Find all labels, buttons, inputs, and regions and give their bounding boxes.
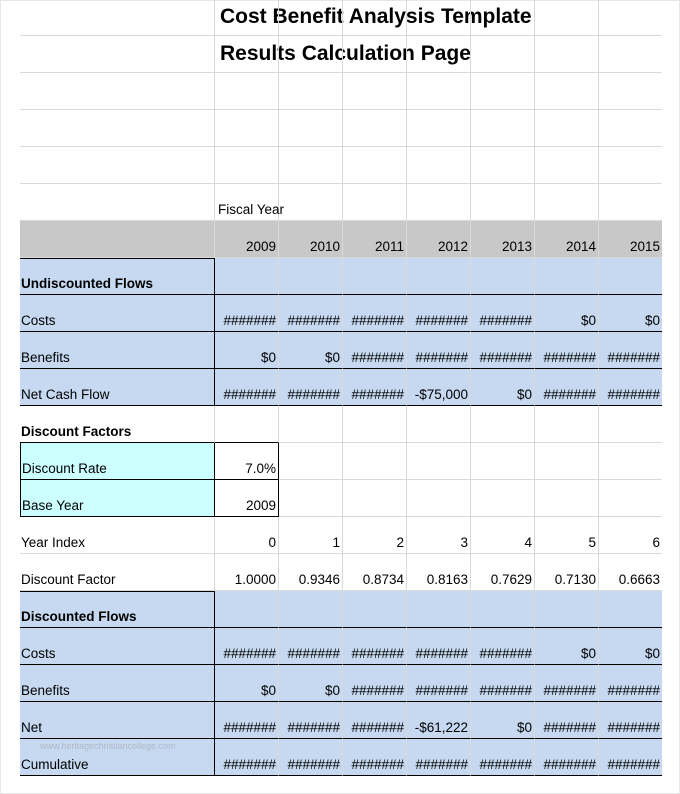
- cell[interactable]: [20, 221, 215, 258]
- discount-factor-row: [20, 554, 662, 591]
- cell[interactable]: [215, 110, 279, 147]
- value-cell[interactable]: #######: [471, 295, 535, 332]
- discount-rate-row: [20, 443, 662, 480]
- value-cell[interactable]: $0: [279, 332, 343, 369]
- cell[interactable]: [535, 591, 599, 628]
- cell[interactable]: [215, 0, 279, 36]
- value-cell[interactable]: #######: [343, 295, 407, 332]
- value-cell[interactable]: -$75,000: [407, 369, 471, 406]
- grid-row: [20, 147, 662, 184]
- discounted-header-row: [20, 591, 662, 628]
- cell[interactable]: [279, 110, 343, 147]
- year-cell[interactable]: 2012: [407, 221, 471, 258]
- cell[interactable]: [343, 591, 407, 628]
- value-cell[interactable]: #######: [535, 665, 599, 702]
- undiscounted-header-row: [20, 258, 662, 295]
- cell[interactable]: [471, 480, 535, 517]
- row-label[interactable]: Net: [20, 702, 215, 739]
- value-cell[interactable]: #######: [215, 702, 279, 739]
- value-cell[interactable]: $0: [535, 628, 599, 665]
- cell[interactable]: [279, 36, 343, 73]
- section-header-undiscounted[interactable]: Undiscounted Flows: [20, 258, 215, 295]
- value-cell[interactable]: $0: [215, 332, 279, 369]
- year-cell[interactable]: 2011: [343, 221, 407, 258]
- cell[interactable]: [20, 36, 215, 73]
- value-cell[interactable]: 6: [599, 517, 662, 554]
- value-cell[interactable]: #######: [471, 739, 535, 776]
- value-cell[interactable]: #######: [535, 702, 599, 739]
- discounted-costs-row: [20, 628, 662, 665]
- cell[interactable]: [343, 110, 407, 147]
- cell[interactable]: [407, 147, 471, 184]
- cell[interactable]: [471, 184, 535, 221]
- row-label[interactable]: Benefits: [20, 665, 215, 702]
- value-cell[interactable]: #######: [279, 739, 343, 776]
- cell[interactable]: [343, 73, 407, 110]
- value-cell[interactable]: #######: [471, 628, 535, 665]
- value-cell[interactable]: #######: [535, 332, 599, 369]
- grid-row: [20, 36, 662, 73]
- cell[interactable]: [471, 591, 535, 628]
- value-cell[interactable]: $0: [599, 295, 662, 332]
- undiscounted-costs-row: [20, 295, 662, 332]
- value-cell[interactable]: #######: [599, 332, 662, 369]
- cell[interactable]: [599, 110, 662, 147]
- cell[interactable]: [599, 0, 662, 36]
- cell[interactable]: [279, 480, 343, 517]
- value-cell[interactable]: #######: [343, 702, 407, 739]
- value-cell[interactable]: $0: [471, 702, 535, 739]
- cell[interactable]: [407, 591, 471, 628]
- value-cell[interactable]: #######: [407, 332, 471, 369]
- cell[interactable]: [279, 443, 343, 480]
- value-cell[interactable]: #######: [407, 739, 471, 776]
- value-cell[interactable]: 0.8163: [407, 554, 471, 591]
- cell[interactable]: [279, 184, 343, 221]
- value-cell[interactable]: #######: [343, 369, 407, 406]
- cell[interactable]: [471, 147, 535, 184]
- value-cell[interactable]: #######: [599, 665, 662, 702]
- cell[interactable]: [471, 0, 535, 36]
- fiscal-year-label[interactable]: Fiscal Year: [215, 184, 279, 221]
- cell[interactable]: [20, 147, 215, 184]
- cell[interactable]: [599, 147, 662, 184]
- cell[interactable]: [535, 147, 599, 184]
- value-cell[interactable]: #######: [535, 369, 599, 406]
- row-label[interactable]: Cumulative: [20, 739, 215, 776]
- cell[interactable]: [279, 406, 343, 443]
- value-cell[interactable]: #######: [407, 665, 471, 702]
- row-label[interactable]: Net Cash Flow: [20, 369, 215, 406]
- row-label[interactable]: Discount Factor: [20, 554, 215, 591]
- grid-row: [20, 73, 662, 110]
- cell[interactable]: [215, 591, 279, 628]
- discount-factors-header-row: [20, 406, 662, 443]
- cell[interactable]: [215, 147, 279, 184]
- cell[interactable]: [215, 73, 279, 110]
- value-cell[interactable]: #######: [599, 369, 662, 406]
- value-cell[interactable]: 0.6663: [599, 554, 662, 591]
- value-cell[interactable]: #######: [407, 628, 471, 665]
- value-cell[interactable]: #######: [599, 702, 662, 739]
- value-cell[interactable]: 0.7629: [471, 554, 535, 591]
- cell[interactable]: [471, 443, 535, 480]
- cell[interactable]: [20, 0, 215, 36]
- value-cell[interactable]: $0: [471, 369, 535, 406]
- year-cell[interactable]: 2013: [471, 221, 535, 258]
- value-cell[interactable]: $0: [535, 295, 599, 332]
- value-cell[interactable]: #######: [343, 628, 407, 665]
- cell[interactable]: [407, 480, 471, 517]
- value-cell[interactable]: 1.0000: [215, 554, 279, 591]
- value-cell[interactable]: 1: [279, 517, 343, 554]
- cell[interactable]: [535, 258, 599, 295]
- value-cell[interactable]: #######: [407, 295, 471, 332]
- cell[interactable]: [471, 110, 535, 147]
- value-cell[interactable]: #######: [343, 665, 407, 702]
- cell[interactable]: [407, 73, 471, 110]
- value-cell[interactable]: $0: [215, 665, 279, 702]
- value-cell[interactable]: #######: [599, 739, 662, 776]
- value-cell[interactable]: 5: [535, 517, 599, 554]
- page-title: Cost Benefit Analysis Template: [220, 5, 532, 28]
- year-index-row: [20, 517, 662, 554]
- cell[interactable]: [407, 406, 471, 443]
- value-cell[interactable]: 3: [407, 517, 471, 554]
- cell[interactable]: [20, 110, 215, 147]
- base-year-row: [20, 480, 662, 517]
- value-cell[interactable]: #######: [279, 369, 343, 406]
- year-cell[interactable]: 2010: [279, 221, 343, 258]
- cell[interactable]: [343, 480, 407, 517]
- cell[interactable]: [599, 480, 662, 517]
- spreadsheet-grid: [20, 0, 662, 776]
- value-cell[interactable]: -$61,222: [407, 702, 471, 739]
- value-cell[interactable]: 2: [343, 517, 407, 554]
- value-cell[interactable]: #######: [343, 739, 407, 776]
- undiscounted-benefits-row: [20, 332, 662, 369]
- cell[interactable]: [343, 406, 407, 443]
- discount-rate-input[interactable]: 7.0%: [215, 443, 279, 480]
- cell[interactable]: [471, 258, 535, 295]
- cell[interactable]: [535, 406, 599, 443]
- cell[interactable]: [535, 443, 599, 480]
- cell[interactable]: [407, 36, 471, 73]
- cell[interactable]: [599, 591, 662, 628]
- cell[interactable]: [215, 406, 279, 443]
- cell[interactable]: [343, 184, 407, 221]
- cell[interactable]: [343, 0, 407, 36]
- cell[interactable]: [471, 36, 535, 73]
- cell[interactable]: [20, 184, 215, 221]
- value-cell[interactable]: 0.8734: [343, 554, 407, 591]
- cell[interactable]: [407, 110, 471, 147]
- undiscounted-net-row: [20, 369, 662, 406]
- cell[interactable]: [535, 36, 599, 73]
- cell[interactable]: [535, 184, 599, 221]
- value-cell[interactable]: #######: [279, 295, 343, 332]
- cell[interactable]: [535, 480, 599, 517]
- value-cell[interactable]: 0.9346: [279, 554, 343, 591]
- cell[interactable]: [343, 147, 407, 184]
- year-cell[interactable]: 2009: [215, 221, 279, 258]
- value-cell[interactable]: #######: [471, 665, 535, 702]
- grid-row: [20, 110, 662, 147]
- cell[interactable]: [599, 36, 662, 73]
- cell[interactable]: [343, 36, 407, 73]
- year-cell[interactable]: 2014: [535, 221, 599, 258]
- value-cell[interactable]: 0: [215, 517, 279, 554]
- cell[interactable]: [279, 258, 343, 295]
- section-header-discounted[interactable]: Discounted Flows: [20, 591, 215, 628]
- value-cell[interactable]: #######: [535, 739, 599, 776]
- row-label[interactable]: Year Index: [20, 517, 215, 554]
- row-label[interactable]: Benefits: [20, 332, 215, 369]
- grid-row: [20, 0, 662, 36]
- row-label[interactable]: Discount Rate: [20, 443, 215, 480]
- cell[interactable]: [599, 258, 662, 295]
- cell[interactable]: [599, 406, 662, 443]
- section-header-discount-factors[interactable]: Discount Factors: [20, 406, 215, 443]
- cell[interactable]: [471, 406, 535, 443]
- cell[interactable]: [599, 184, 662, 221]
- cell[interactable]: [343, 443, 407, 480]
- years-header-row: [20, 221, 662, 258]
- cell[interactable]: [279, 0, 343, 36]
- value-cell[interactable]: $0: [279, 665, 343, 702]
- year-cell[interactable]: 2015: [599, 221, 662, 258]
- cell[interactable]: [215, 258, 279, 295]
- row-label[interactable]: Costs: [20, 628, 215, 665]
- cell[interactable]: [535, 73, 599, 110]
- value-cell[interactable]: #######: [215, 739, 279, 776]
- discounted-benefits-row: [20, 665, 662, 702]
- cell[interactable]: [471, 73, 535, 110]
- cell[interactable]: [407, 258, 471, 295]
- cell[interactable]: [279, 147, 343, 184]
- cell[interactable]: [343, 258, 407, 295]
- cell[interactable]: [407, 184, 471, 221]
- value-cell[interactable]: #######: [215, 369, 279, 406]
- page-subtitle: Results Calculation Page: [220, 42, 471, 65]
- row-label[interactable]: Base Year: [20, 480, 215, 517]
- cell[interactable]: [599, 73, 662, 110]
- cell[interactable]: [279, 591, 343, 628]
- value-cell[interactable]: 4: [471, 517, 535, 554]
- fiscal-year-row: [20, 184, 662, 221]
- cell[interactable]: [535, 0, 599, 36]
- value-cell[interactable]: #######: [279, 628, 343, 665]
- cell[interactable]: [599, 443, 662, 480]
- cell[interactable]: [407, 443, 471, 480]
- cell[interactable]: [215, 36, 279, 73]
- cell[interactable]: [20, 73, 215, 110]
- value-cell[interactable]: $0: [599, 628, 662, 665]
- value-cell[interactable]: #######: [215, 295, 279, 332]
- value-cell[interactable]: 0.7130: [535, 554, 599, 591]
- discounted-net-row: [20, 702, 662, 739]
- watermark-text: www.heritagechristiancollege.com: [40, 741, 176, 751]
- value-cell[interactable]: #######: [343, 332, 407, 369]
- row-label[interactable]: Costs: [20, 295, 215, 332]
- base-year-input[interactable]: 2009: [215, 480, 279, 517]
- value-cell[interactable]: #######: [471, 332, 535, 369]
- value-cell[interactable]: #######: [279, 702, 343, 739]
- cell[interactable]: [279, 73, 343, 110]
- cell[interactable]: [407, 0, 471, 36]
- value-cell[interactable]: #######: [215, 628, 279, 665]
- cell[interactable]: [535, 110, 599, 147]
